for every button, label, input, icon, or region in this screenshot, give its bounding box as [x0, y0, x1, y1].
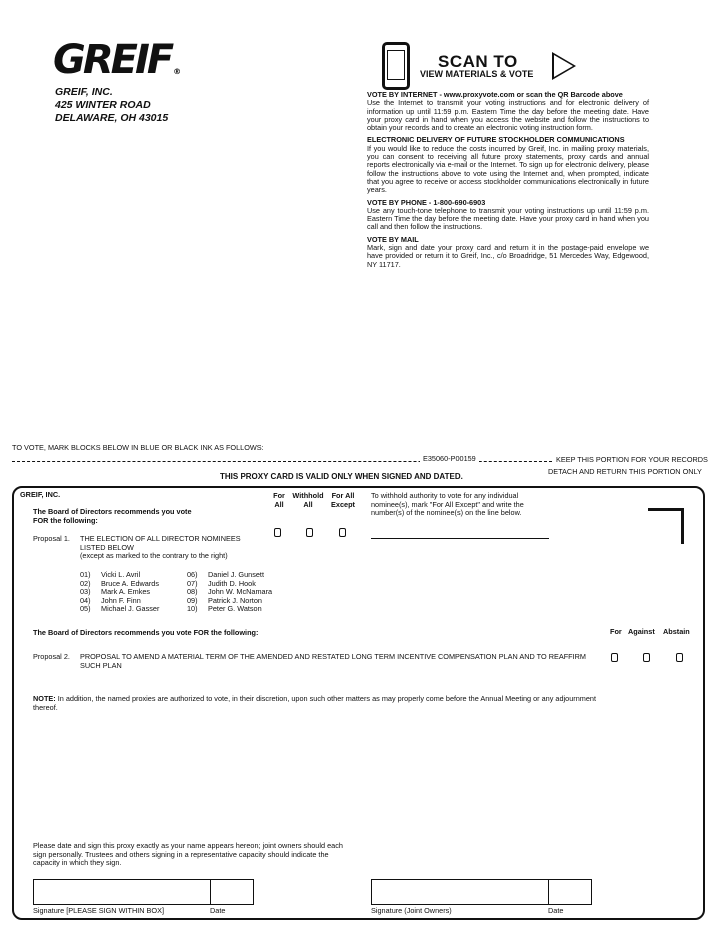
voting-instructions — [367, 91, 649, 273]
proposal-2-text: PROPOSAL TO AMEND A MATERIAL TERM OF THE AMENDED AND RESTATED LONG TERM INCENTIVE COMPENSATION PLAN AND TO REAFFIRM SUCH PLAN — [80, 652, 587, 670]
note-text: In addition, the named proxies are authorized to vote, in their discretion, upon such other matters as may properly come before the Annual Meeting or any adjournment thereof. — [33, 694, 596, 712]
note-label: NOTE: — [33, 694, 56, 703]
phone-text: Use any touch-tone telephone to transmit your voting instructions up until 11:59 p.m. Eastern Time the day before the meeting date. Have your proxy card in hand when you call and then follow the instructions. — [367, 205, 649, 232]
proposal-1-label: Proposal 1. — [33, 534, 70, 543]
nominee-name: John W. McNamara — [208, 587, 273, 596]
joint-signature-label: Signature (Joint Owners) — [371, 906, 452, 915]
col-abstain-label: Abstain — [663, 627, 690, 636]
signature-date-box[interactable] — [210, 879, 254, 905]
nominee-name: Bruce A. Edwards — [101, 578, 159, 588]
mail-text: Mark, sign and date your proxy card and return it in the postage-paid envelope we have provided or return it to Greif, Inc., c/o Broadridge, 51 Mercedes Way, Edgewood, NY 11717. — [367, 243, 649, 269]
list-item — [80, 605, 185, 614]
nominee-number: 04) — [80, 595, 91, 605]
scan-title: SCAN TO — [438, 52, 518, 71]
nominee-number: 02) — [80, 578, 91, 588]
list-item — [187, 605, 297, 614]
smartphone-icon — [382, 42, 410, 90]
detach-portion-label: DETACH AND RETURN THIS PORTION ONLY — [548, 467, 702, 476]
signature-label: Signature [PLEASE SIGN WITHIN BOX] — [33, 906, 164, 915]
nominee-name: Vicki L. Avril — [101, 570, 141, 579]
company-name: GREIF, INC. — [55, 86, 113, 98]
checkbox-proposal2-against[interactable] — [643, 653, 650, 662]
nominee-number: 07) — [187, 578, 198, 588]
internet-text: Use the Internet to transmit your voting instructions and for electronic delivery of information up until 11:59 p.m. Eastern Time the day before the meeting date. Have your proxy card in hand when you access the website and follow the instructions to obtain your records and to create an electronic voting instruction form. — [367, 98, 649, 133]
board-rec-line-1: The Board of Directors recommends you vote — [33, 507, 192, 516]
scan-subtitle: VIEW MATERIALS & VOTE — [420, 69, 534, 79]
col-for-all — [272, 492, 286, 509]
nominee-name: Daniel J. Gunsett — [208, 570, 264, 579]
electronic-heading: ELECTRONIC DELIVERY OF FUTURE STOCKHOLDER COMMUNICATIONS — [367, 135, 625, 145]
nominee-number: 01) — [80, 570, 91, 579]
col-withhold-all — [289, 492, 327, 509]
nominee-name: Michael J. Gasser — [101, 604, 160, 613]
col-except-label: Except — [331, 499, 355, 509]
col-withhold-all-label: All — [303, 499, 313, 509]
checkbox-proposal2-abstain[interactable] — [676, 653, 683, 662]
phone-heading: VOTE BY PHONE - 1-800-690-6903 — [367, 197, 486, 207]
col-forall-label: For All — [331, 491, 355, 500]
card-company: GREIF, INC. — [20, 490, 61, 499]
col-for-label-2: For — [610, 627, 622, 636]
signature-box[interactable] — [33, 879, 211, 905]
signing-instructions: Please date and sign this proxy exactly as your name appears hereon; joint owners should each sign personally. Trustees and others signing in a representative capacity should indicate the capacity in which they sign. — [33, 841, 343, 867]
col-all-label: All — [274, 499, 284, 509]
mark-instructions: TO VOTE, MARK BLOCKS BELOW IN BLUE OR BLACK INK AS FOLLOWS: — [12, 443, 264, 452]
checkbox-for-all[interactable] — [274, 528, 281, 537]
company-city: DELAWARE, OH 43015 — [55, 112, 169, 124]
checkbox-proposal2-for[interactable] — [611, 653, 618, 662]
withhold-instructions: To withhold authority to vote for any individual nominee(s), mark "For All Except" and write the number(s) of the nominee(s) on the line below. — [371, 491, 524, 517]
date-label-1: Date — [210, 906, 226, 915]
nominee-name: Mark A. Emkes — [101, 587, 151, 596]
nominee-number: 03) — [80, 587, 91, 596]
nominee-name: Patrick J. Norton — [208, 595, 262, 605]
nominee-list-col-1 — [80, 571, 185, 614]
company-street: 425 WINTER ROAD — [55, 99, 151, 111]
nominee-list-col-2 — [187, 571, 297, 614]
play-arrow-icon — [552, 52, 576, 80]
nominee-exception-line[interactable] — [371, 538, 549, 539]
nominee-number: 10) — [187, 604, 198, 613]
greif-logo: GREIF ® — [53, 37, 182, 83]
keep-portion-label: KEEP THIS PORTION FOR YOUR RECORDS — [556, 455, 708, 464]
internet-heading: VOTE BY INTERNET - www.proxyvote.com or scan the QR Barcode above — [367, 90, 623, 99]
validity-notice: THIS PROXY CARD IS VALID ONLY WHEN SIGNED AND DATED. — [220, 472, 463, 481]
col-withhold-label: Withhold — [292, 491, 324, 500]
nominee-name: Peter G. Watson — [208, 604, 262, 613]
col-for-label: For — [273, 491, 285, 500]
proposal-1-title: THE ELECTION OF ALL DIRECTOR NOMINEES LISTED BELOW — [80, 534, 241, 552]
proposal-1-text — [80, 535, 250, 561]
mail-heading: VOTE BY MAIL — [367, 234, 419, 244]
checkbox-withhold-all[interactable] — [306, 528, 313, 537]
checkbox-for-all-except[interactable] — [339, 528, 346, 537]
joint-date-box[interactable] — [548, 879, 592, 905]
registration-mark — [648, 508, 684, 544]
board-rec-line-2: FOR the following: — [33, 515, 98, 525]
col-for-all-except — [328, 492, 358, 509]
note — [33, 695, 598, 712]
nominee-number: 06) — [187, 570, 198, 579]
company-address — [55, 86, 168, 125]
joint-signature-box[interactable] — [371, 879, 549, 905]
proposal-2-label: Proposal 2. — [33, 652, 70, 661]
electronic-text: If you would like to reduce the costs incurred by Greif, Inc. in mailing proxy materials, you can consent to receiving all future proxy statements, proxy cards and annual reports electronically via e-mail or the Internet. To sign up for electronic delivery, please follow the instructions above to vote using the Internet and, when prompted, indicate that you agree to receive or access stockholder communications electronically in future years. — [367, 143, 649, 195]
control-code: E35060-P00159 — [420, 454, 479, 463]
col-against-label: Against — [628, 627, 655, 636]
proposal-1-note: (except as marked to the contrary to the right) — [80, 551, 228, 560]
nominee-name: John F. Finn — [101, 595, 141, 605]
nominee-number: 08) — [187, 587, 198, 596]
nominee-name: Judith D. Hook — [208, 578, 256, 588]
nominee-number: 09) — [187, 595, 198, 605]
board-recommendation-2: The Board of Directors recommends you vote FOR the following: — [33, 628, 259, 637]
board-recommendation — [33, 508, 263, 525]
date-label-2: Date — [548, 906, 564, 915]
nominee-number: 05) — [80, 604, 91, 613]
